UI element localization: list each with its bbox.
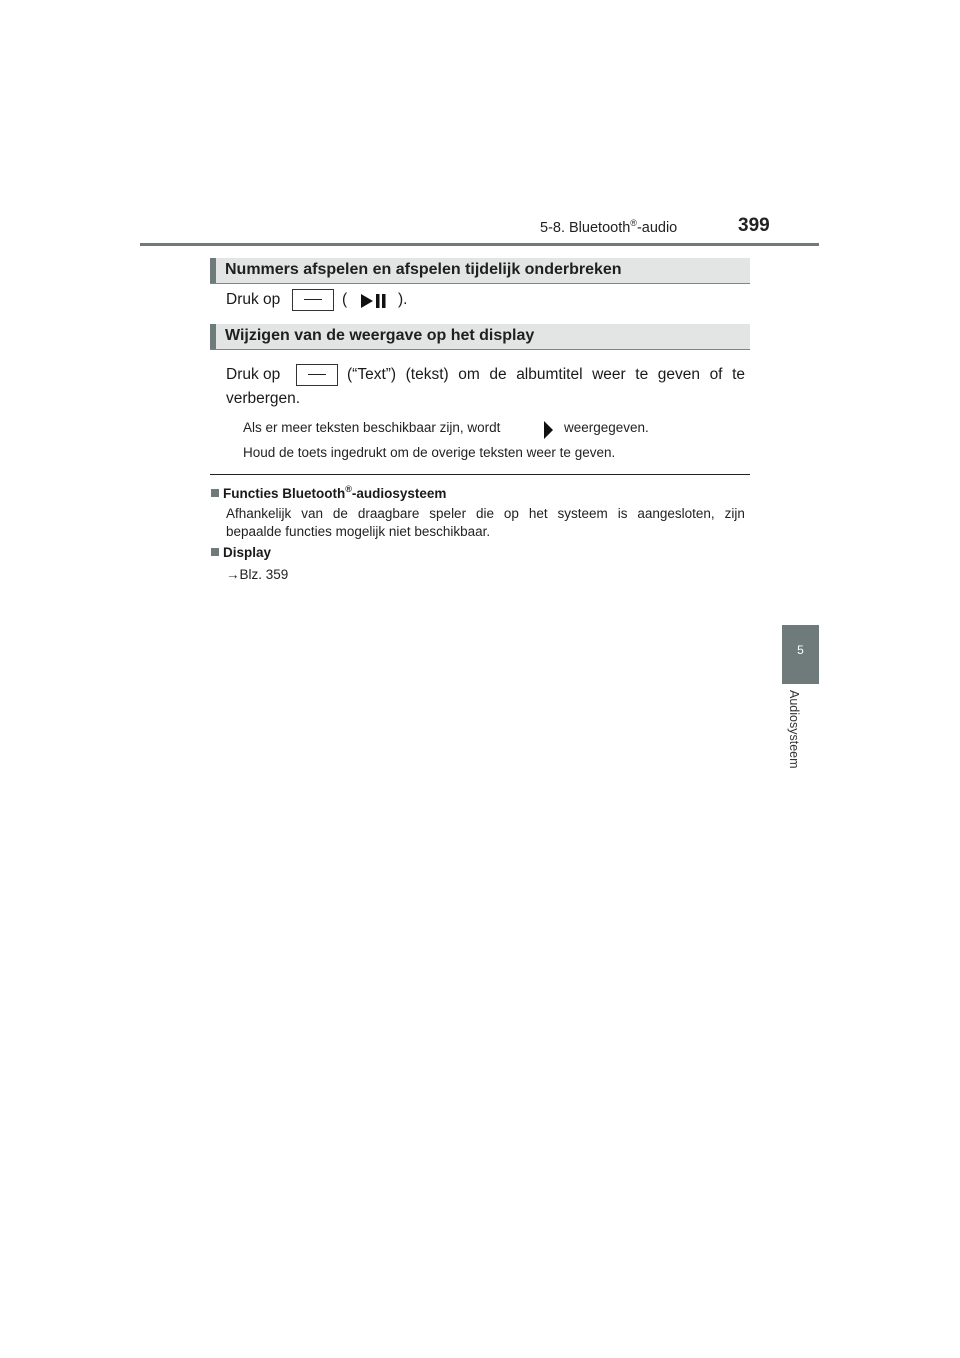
instruction-play-close: ). (398, 291, 408, 308)
word: het (528, 506, 548, 521)
running-header-section (540, 218, 677, 236)
key-button-placeholder (292, 289, 334, 311)
instruction-play-prefix: Druk op (226, 291, 281, 308)
instruction-play-open: ( (342, 291, 348, 308)
word: speler (429, 506, 467, 521)
word: of (709, 366, 723, 383)
chapter-number: 5 (797, 643, 804, 657)
registered-mark: ® (345, 484, 352, 494)
section-header-bar (210, 258, 216, 283)
word: zijn (724, 506, 745, 521)
note-heading-text: -audiosysteem (351, 486, 447, 501)
note-heading-text: Display (223, 545, 272, 560)
word: te (732, 366, 745, 383)
section-title: Wijzigen van de weergave op het display (225, 327, 535, 344)
instruction-text-prefix: Druk op (226, 366, 281, 383)
word: de (489, 366, 507, 383)
section-title-suffix: -audio (636, 220, 678, 236)
note-heading-text: Functies Bluetooth (223, 486, 346, 501)
note-heading-functions (211, 484, 446, 501)
note-hold-key: Houd de toets ingedrukt om de overige teksten weer te geven. (243, 445, 616, 460)
square-bullet-icon (211, 548, 219, 556)
chapter-label: Audiosysteem (787, 690, 801, 769)
section-title-prefix: 5-8. Bluetooth (540, 220, 631, 236)
notes-divider (210, 474, 750, 475)
note-functions-line2: bepaalde functies mogelijk niet beschikbaar. (226, 524, 491, 539)
word: geven (657, 366, 700, 383)
word: op (503, 506, 519, 521)
section-title: Nummers afspelen en afspelen tijdelijk onderbreken (225, 261, 622, 278)
play-pause-icon (360, 292, 388, 310)
note-heading-display (211, 545, 271, 560)
word: draagbare (357, 506, 420, 521)
key-button-placeholder (296, 364, 338, 386)
word: om (458, 366, 480, 383)
word: aangesloten, (637, 506, 715, 521)
note-functions-line1 (226, 505, 745, 523)
page-number: 399 (738, 215, 770, 236)
instruction-text-line1 (347, 366, 745, 384)
word: de (332, 506, 348, 521)
instruction-text-line2: verbergen. (226, 390, 301, 407)
word: systeem (557, 506, 608, 521)
section-header-display (210, 324, 750, 350)
word: Afhankelijk (226, 506, 292, 521)
section-header-playback (210, 258, 750, 284)
chapter-tab (782, 625, 819, 684)
arrow-right-icon (541, 419, 555, 441)
word: (“Text”) (347, 366, 397, 383)
word: is (617, 506, 628, 521)
word: weer (592, 366, 626, 383)
note-more-text-suffix: weergegeven. (564, 420, 649, 435)
square-bullet-icon (211, 489, 219, 497)
word: albumtitel (516, 366, 583, 383)
word: (tekst) (405, 366, 449, 383)
section-header-bar (210, 324, 216, 349)
note-more-text-prefix: Als er meer teksten beschikbaar zijn, wordt (243, 420, 501, 435)
word: te (635, 366, 649, 383)
page-reference-link[interactable]: Blz. 359 (239, 567, 289, 582)
registered-mark: ® (630, 218, 637, 228)
arrow-right-icon: → (226, 567, 240, 582)
header-rule (140, 243, 819, 246)
word: die (475, 506, 494, 521)
word: van (301, 506, 323, 521)
cross-reference (226, 566, 288, 584)
